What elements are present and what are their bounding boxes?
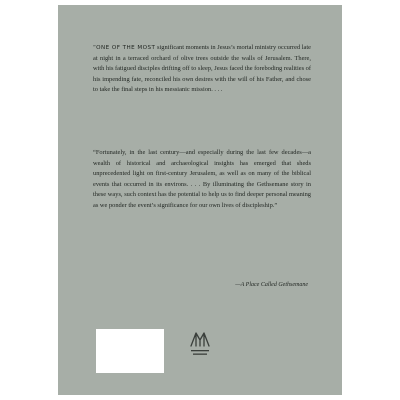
deseret-book-logo-icon bbox=[187, 329, 213, 359]
book-back-cover bbox=[58, 5, 342, 395]
quote-paragraph-1 bbox=[93, 43, 311, 96]
publisher-logo bbox=[187, 329, 213, 359]
quote-paragraph-1-text: significant moments in Jesus’s mortal ministry occurred late at night in a terraced orchard of olive trees outside the walls of Jerusalem. There, with his fatigued disciples drifting off to sleep, Jesus faced the foreboding realities of his impending fate, reconciled his own desires with the will of his Father, and chose to take the final steps in his messianic mission. . . . bbox=[93, 44, 311, 94]
barcode-area bbox=[96, 329, 164, 373]
quote-paragraph-2: “Fortunately, in the last century—and especially during the last few decades—a wealth of historical and archaeological insights has emerged that sheds unprecedented light on first-century Jerusalem, as well as on many of the biblical events that occurred in its environs. . . . By illuminating the Gethsemane story in these ways, such context has the potential to help us to find deeper personal meaning as we ponder the event’s significance for our own lives of discipleship.” bbox=[93, 149, 311, 209]
quote-lead-in: “ONE OF THE MOST bbox=[93, 45, 156, 51]
quote-attribution: —A Place Called Gethsemane bbox=[235, 282, 308, 288]
